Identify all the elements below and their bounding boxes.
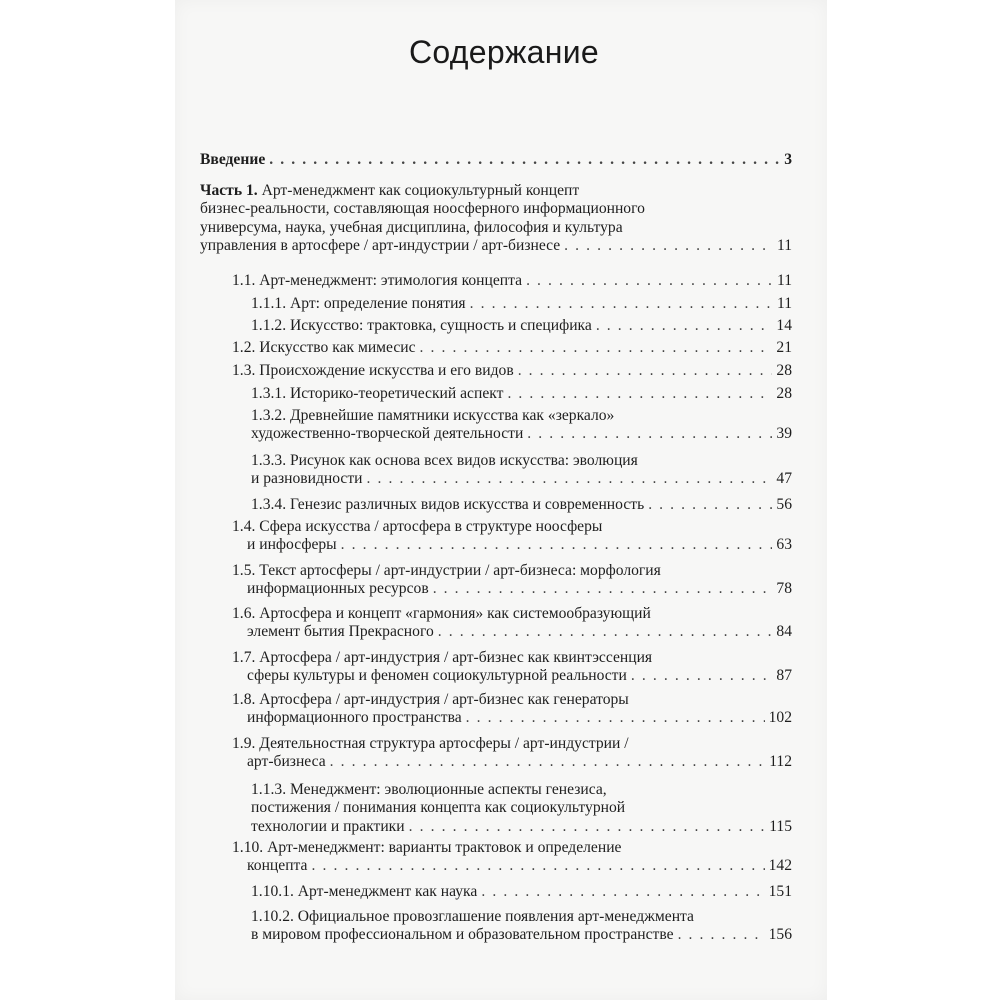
toc-page-number: 47 (776, 470, 792, 488)
toc-page-number: 28 (776, 385, 792, 402)
dot-leader (564, 237, 773, 255)
part-label: Часть 1. (200, 182, 258, 199)
toc-page-number: 115 (769, 817, 792, 835)
toc-page-number: 156 (768, 926, 792, 944)
toc-entry-title-line: и инфосферы (247, 536, 337, 554)
toc-entry-1-7[interactable] (232, 649, 792, 686)
toc-entry-title-line: 1.10.2. Официальное провозглашение появления арт-менеджмента (251, 908, 694, 925)
toc-page-number: 56 (776, 496, 792, 513)
bleed-through-running-title (505, 2, 508, 18)
toc-entry-title-line: 1.4. Сфера искусства / артосфера в структуре ноосферы (232, 518, 603, 535)
toc-entry-1-8[interactable] (232, 691, 792, 728)
dot-leader (433, 580, 773, 598)
toc-entry-1-3-4[interactable] (251, 496, 792, 514)
toc-entry-1-5[interactable] (232, 562, 792, 599)
toc-page-number: 142 (768, 857, 792, 875)
toc-entry-title: 1.3. Происхождение искусства и его видов (232, 362, 514, 379)
dot-leader (631, 667, 773, 685)
toc-page-number: 14 (776, 317, 792, 334)
dot-leader (341, 536, 773, 554)
toc-entry-title-line: арт-бизнеса (247, 753, 326, 771)
dot-leader (507, 385, 772, 403)
dot-leader (466, 709, 765, 727)
toc-entry-1-1-1[interactable] (251, 295, 792, 313)
toc-page-number: 78 (776, 580, 792, 598)
toc-entry-title: 1.3.1. Историко-теоретический аспект (251, 385, 504, 402)
toc-entry-1-10[interactable] (232, 839, 792, 876)
toc-page-number: 84 (776, 623, 792, 641)
toc-page-number: 39 (776, 425, 792, 443)
dot-leader (596, 317, 773, 335)
dot-leader (311, 857, 764, 875)
toc-entry-1-3-1[interactable] (251, 385, 792, 403)
toc-entry-title-line: информационного пространства (247, 709, 462, 727)
toc-page-number: 87 (776, 667, 792, 685)
toc-entry-part-1[interactable] (200, 182, 792, 256)
toc-entry-title-line: 1.5. Текст артосферы / арт-индустрии / арт-бизнеса: морфология (232, 562, 661, 579)
toc-entry-title: 1.1.1. Арт: определение понятия (251, 295, 466, 312)
toc-entry-title: 1.2. Искусство как мимесис (232, 339, 416, 356)
toc-entry-title-line: 1.3.2. Древнейшие памятники искусства как «зеркало» (251, 407, 615, 424)
toc-entry-title: 1.1. Арт-менеджмент: этимология концепта (232, 272, 523, 289)
dot-leader (526, 272, 773, 290)
toc-entry-1-1-2[interactable] (251, 317, 792, 335)
toc-page-number: 11 (776, 295, 792, 312)
toc-entry-1-10-2[interactable] (251, 908, 792, 945)
bleed-through-header (175, 0, 827, 22)
toc-entry-title: 1.1.2. Искусство: трактовка, сущность и специфика (251, 317, 592, 334)
toc-entry-title-line: Арт-менеджмент как социокультурный концепт (261, 182, 580, 199)
toc-entry-title-line: 1.7. Артосфера / арт-индустрия / арт-бизнес как квинтэссенция (232, 649, 653, 666)
toc-entry-title-line: сферы культуры и феномен социокультурной реальности (247, 667, 627, 685)
toc-entry-title-line: универсума, наука, учебная дисциплина, философия и культура (200, 218, 623, 236)
toc-entry-title-line: бизнес-реальности, составляющая ноосферного информационного (200, 200, 645, 218)
toc-entry-title-line: технологии и практики (251, 817, 405, 835)
toc-page-number: 63 (776, 536, 792, 554)
page-title: Содержание (409, 34, 600, 70)
toc-entry-title-line: 1.6. Артосфера и концепт «гармония» как системообразующий (232, 605, 651, 622)
dot-leader (481, 883, 764, 901)
dot-leader (470, 295, 773, 313)
toc-entry-1-10-1[interactable] (251, 883, 792, 901)
dot-leader (367, 470, 773, 488)
toc-entry-title-line: художественно-творческой деятельности (251, 425, 524, 443)
dot-leader (409, 818, 766, 836)
toc-page-number: 21 (776, 339, 792, 356)
toc-entry-title-line: управления в артосфере / арт-индустрии / арт-бизнесе (200, 237, 561, 255)
dot-leader (648, 496, 772, 514)
toc-entry-title: 1.10.1. Арт-менеджмент как наука (251, 883, 478, 900)
toc-entry-1-9[interactable] (232, 735, 792, 772)
dot-leader (269, 151, 780, 169)
toc-entry-intro[interactable] (200, 151, 792, 169)
toc-entry-1-3-2[interactable] (251, 407, 792, 444)
toc-entry-title-line: 1.3.3. Рисунок как основа всех видов искусства: эволюция (251, 452, 638, 469)
toc-page-number: 11 (776, 272, 792, 289)
toc-entry-1-3[interactable] (232, 362, 792, 380)
dot-leader (678, 926, 765, 944)
toc-page-number: 151 (768, 883, 792, 900)
toc-entry-1-1-3[interactable] (251, 781, 792, 836)
toc-entry-title-line: концепта (247, 857, 308, 875)
dot-leader (420, 339, 773, 357)
toc-entry-1-6[interactable] (232, 605, 792, 642)
toc-entry-title-line: 1.1.3. Менеджмент: эволюционные аспекты генезиса, (251, 781, 607, 798)
dot-leader (438, 623, 773, 641)
toc-entry-1-4[interactable] (232, 518, 792, 555)
toc-entry-title-line: 1.10. Арт-менеджмент: варианты трактовок и определение (232, 839, 622, 856)
toc-entry-1-3-3[interactable] (251, 452, 792, 489)
toc-entry-1-2[interactable] (232, 339, 792, 357)
toc-entry-title-line: 1.9. Деятельностная структура артосферы / арт-индустрии / (232, 735, 629, 752)
toc-entry-title: Введение (200, 151, 266, 168)
toc-page-number: 11 (776, 237, 792, 255)
toc-page-number: 112 (769, 753, 792, 771)
toc-entry-title-line: в мировом профессиональном и образовательном пространстве (251, 926, 674, 944)
toc-entry-title-line: и разновидности (251, 470, 363, 488)
toc-entry-title-line: постижения / понимания концепта как социокультурной (251, 799, 626, 817)
toc-entry-title-line: элемент бытия Прекрасного (247, 623, 434, 641)
toc-page-number: 102 (768, 709, 792, 727)
dot-leader (330, 753, 766, 771)
toc-entry-title-line: 1.8. Артосфера / арт-индустрия / арт-бизнес как генераторы (232, 691, 629, 708)
toc-entry-title-line: информационных ресурсов (247, 580, 429, 598)
bleed-through-page-number (203, 0, 209, 20)
toc-entry-1-1[interactable] (232, 272, 792, 290)
toc-page-number: 28 (776, 362, 792, 379)
dot-leader (518, 362, 773, 380)
book-page (175, 0, 827, 1000)
dot-leader (527, 425, 772, 443)
toc-entry-title: 1.3.4. Генезис различных видов искусства и современность (251, 496, 645, 513)
toc-page-number: 3 (784, 151, 792, 168)
